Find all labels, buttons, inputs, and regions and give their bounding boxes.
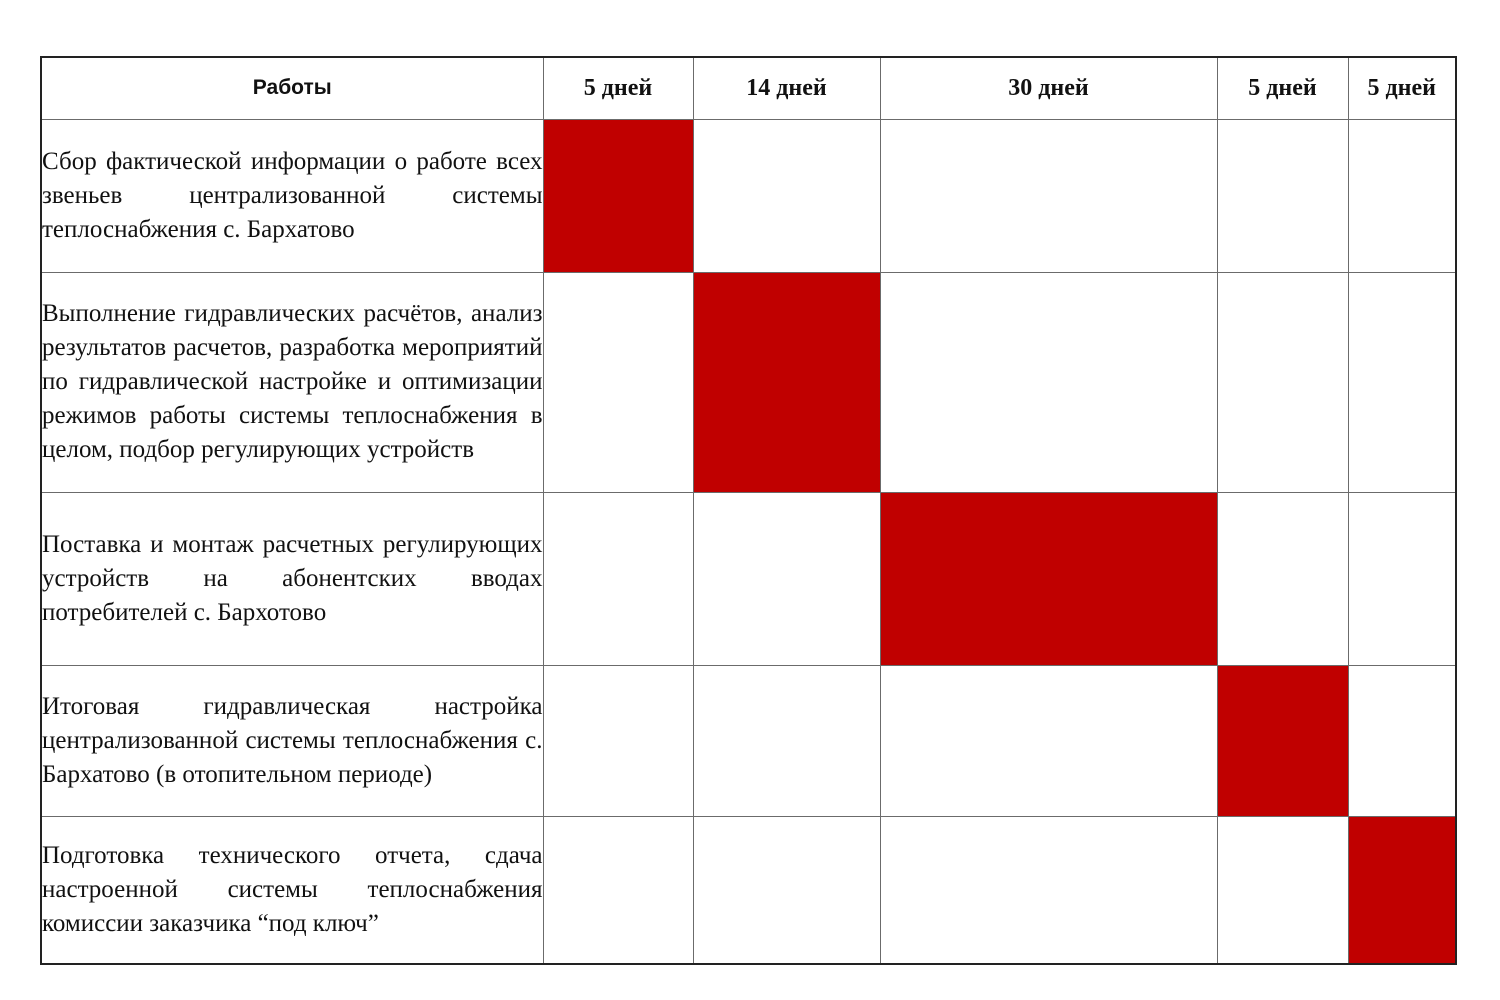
gantt-empty-cell [1348,119,1456,272]
gantt-empty-cell [693,665,880,816]
task-description: Сбор фактической информации о работе всех звеньев централизованной системы теплоснабжения с. Бархатово [41,119,543,272]
works-header: Работы [41,57,543,119]
duration-header-3: 30 дней [880,57,1217,119]
table-row [41,272,1456,492]
table-row [41,665,1456,816]
gantt-bar [880,492,1217,665]
gantt-schedule-table [40,56,1457,965]
gantt-empty-cell [543,816,693,964]
duration-header-4: 5 дней [1217,57,1348,119]
gantt-empty-cell [1217,492,1348,665]
gantt-empty-cell [1217,272,1348,492]
gantt-empty-cell [880,816,1217,964]
gantt-empty-cell [543,272,693,492]
task-description: Подготовка технического отчета, сдача настроенной системы теплоснабжения комиссии заказчика “под ключ” [41,816,543,964]
gantt-empty-cell [880,119,1217,272]
gantt-empty-cell [1217,816,1348,964]
gantt-empty-cell [880,272,1217,492]
gantt-bar [693,272,880,492]
task-description: Итоговая гидравлическая настройка централизованной системы теплоснабжения с. Бархатово (в отопительном периоде) [41,665,543,816]
gantt-bar [1348,816,1456,964]
gantt-empty-cell [543,665,693,816]
task-description: Поставка и монтаж расчетных регулирующих устройств на абонентских вводах потребителей с. Бархотово [41,492,543,665]
gantt-empty-cell [1348,665,1456,816]
gantt-empty-cell [693,816,880,964]
gantt-empty-cell [693,119,880,272]
task-description: Выполнение гидравлических расчётов, анализ результатов расчетов, разработка мероприятий по гидравлической настройке и оптимизации режимов работы системы теплоснабжения в целом, подбор регулирующих устройств [41,272,543,492]
gantt-empty-cell [543,492,693,665]
gantt-empty-cell [693,492,880,665]
header-row [41,57,1456,119]
table-row [41,119,1456,272]
table-row [41,492,1456,665]
gantt-empty-cell [880,665,1217,816]
duration-header-1: 5 дней [543,57,693,119]
gantt-bar [543,119,693,272]
gantt-empty-cell [1348,272,1456,492]
gantt-empty-cell [1348,492,1456,665]
gantt-bar [1217,665,1348,816]
duration-header-5: 5 дней [1348,57,1456,119]
gantt-empty-cell [1217,119,1348,272]
table-row [41,816,1456,964]
duration-header-2: 14 дней [693,57,880,119]
